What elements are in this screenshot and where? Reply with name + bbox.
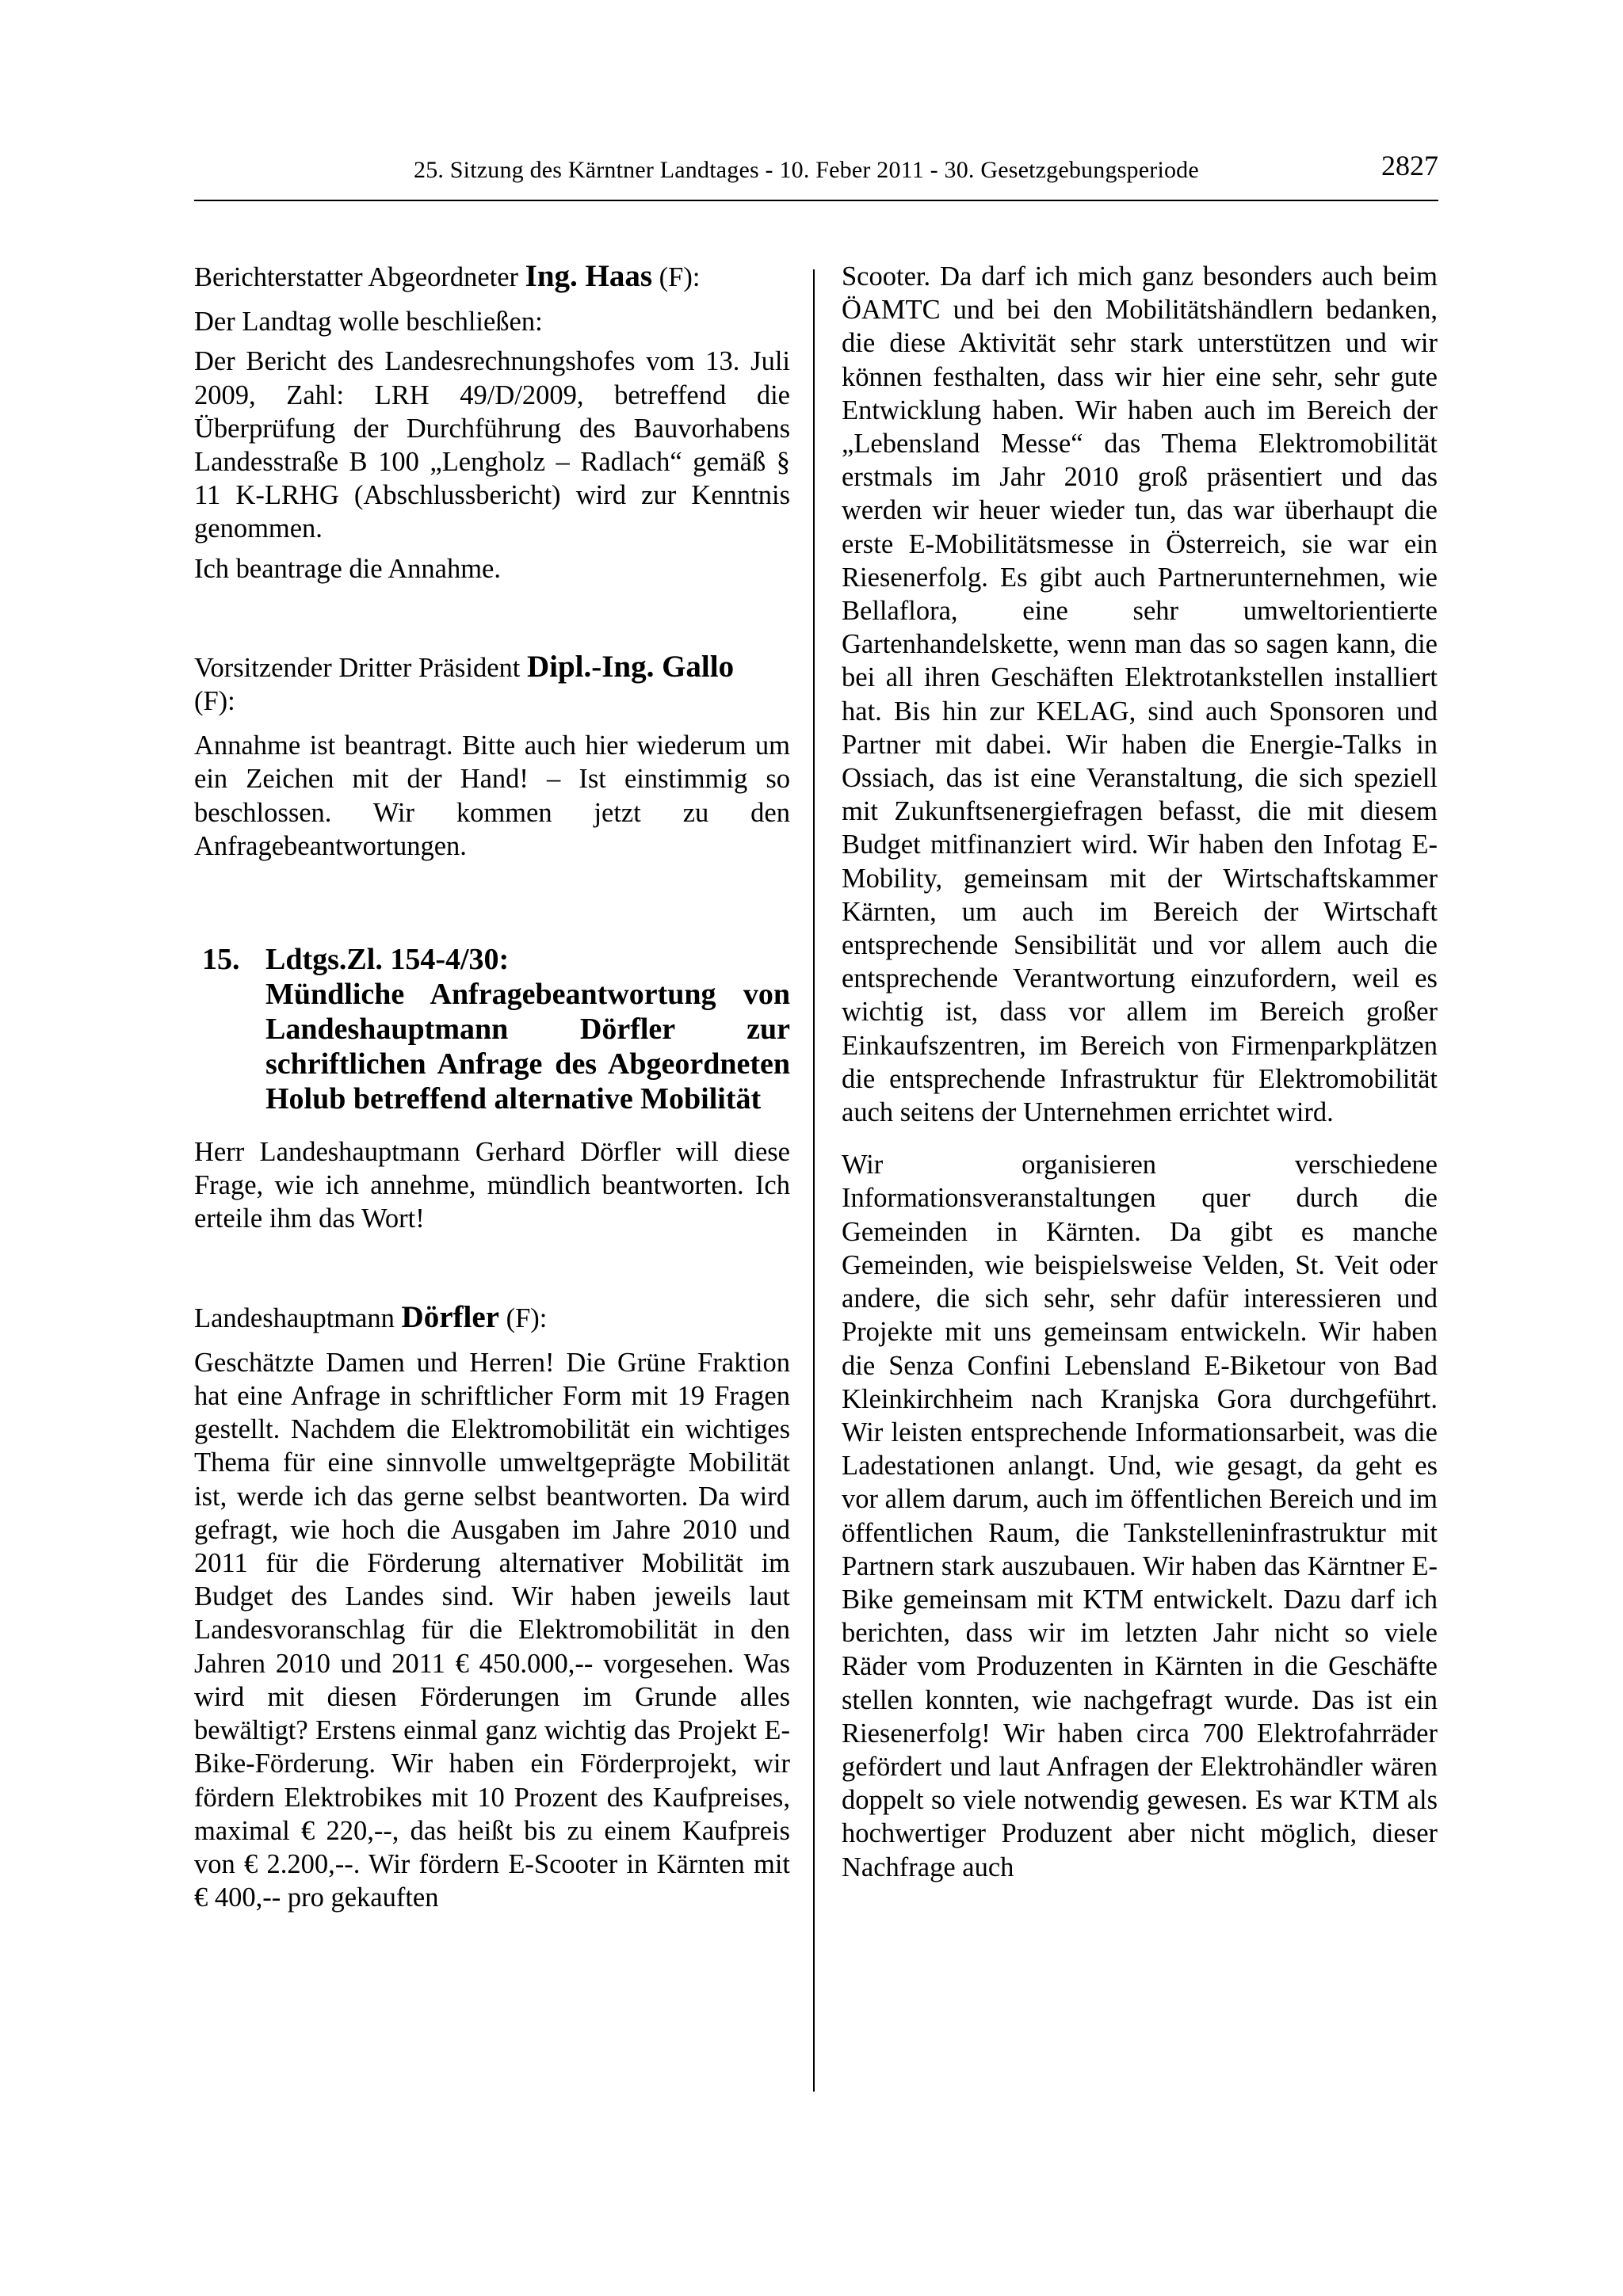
speaker-heading [194, 260, 790, 294]
right-column [842, 260, 1438, 1884]
page-number: 2827 [1381, 150, 1438, 181]
speaker-name: Dipl.-Ing. Gallo [526, 649, 735, 684]
paragraph: Scooter. Da darf ich mich ganz besonders auch beim ÖAMTC und bei den Mobilitätshändlern bedanken, die diese Aktivität sehr stark unterstützen und wir können festhalten, dass wir hier eine sehr, sehr gute Entwicklung haben. Wir haben auch im Bereich der „Lebensland Messe“ das Thema Elektromobilität erstmals im Jahr 2010 groß präsentiert und das werden wir heuer wieder tun, das war überhaupt die erste E-Mobilitätsmesse in Österreich, sie war ein Riesenerfolg. Es gibt auch Partnerunternehmen, wie Bellaflora, eine sehr umweltorientierte Gartenhandelskette, wenn man das so sagen kann, die bei all ihren Geschäften Elektrotankstellen installiert hat. Bis hin zur KELAG, sind auch Sponsoren und Partner mit dabei. Wir haben die Energie-Talks in Ossiach, das ist eine Veranstaltung, die sich speziell mit Zukunftsenergiefragen befasst, die mit diesem Budget mitfinanziert wird. Wir haben den Infotag E-Mobility, gemeinsam mit der Wirtschaftskammer Kärnten, um auch im Bereich der Wirtschaft entsprechende Sensibilität und vor allem auch die entsprechende Verantwortung einzufordern, weil es wichtig ist, dass vor allem im Bereich großer Einkaufszentren, im Bereich von Firmenparkplätzen die entsprechende Infrastruktur für Elektromobilität auch seitens der Unternehmen errichtet wird. [842, 261, 1438, 1128]
agenda-item-title: Mündliche Anfragebeantwortung von Landeshauptmann Dörfler zur schriftlichen Anfrage des Abgeordneten Holub betreffend alternative Mobilität [265, 978, 790, 1116]
speaker-name: Dörfler [401, 1299, 499, 1334]
speaker-role: Landeshauptmann [194, 1302, 402, 1333]
paragraph: Der Landtag wolle beschließen: [194, 307, 543, 338]
paragraph: Geschätzte Damen und Herren! Die Grüne Fraktion hat eine Anfrage in schriftlicher Form mit 19 Fragen gestellt. Nachdem die Elektromobilität ein wichtiges Thema für eine sinnvolle umweltgeprägte Mobilität ist, werde ich das gerne selbst beantworten. Da wird gefragt, wie hoch die Ausgaben im Jahre 2010 und 2011 für die Förderung alternativer Mobilität im Budget des Landes sind. Wir haben jeweils laut Landesvoranschlag für die Elektromobilität in den Jahren 2010 und 2011 € 450.000,-- vorgesehen. Was wird mit diesen Förderungen im Grunde alles bewältigt? Erstens einmal ganz wichtig das Projekt E-Bike-Förderung. Wir haben ein Förderprojekt, wir fördern Elektrobikes mit 10 Prozent des Kaufpreises, maximal € 220,--, das heißt bis zu einem Kaufpreis von € 2.200,--. Wir fördern E-Scooter in Kärnten mit € 400,-- pro gekauften [194, 1347, 790, 1913]
column-divider [813, 269, 815, 2092]
speaker-heading [194, 650, 790, 718]
paragraph: Herr Landeshauptmann Gerhard Dörfler will diese Frage, wie ich annehme, mündlich beantworten. Ich erteile ihm das Wort! [194, 1137, 790, 1234]
paragraph: Annahme ist beantragt. Bitte auch hier wiederum um ein Zeichen mit der Hand! – Ist einstimmig so beschlossen. Wir kommen jetzt zu den Anfragebeantwortungen. [194, 730, 790, 861]
speaker-name: Ing. Haas [525, 259, 653, 293]
speaker-party: (F): [652, 262, 701, 292]
agenda-item-number: 15. [202, 943, 240, 977]
speaker-heading [194, 1301, 790, 1335]
paragraph: Wir organisieren verschiedene Informationsveranstaltungen quer durch die Gemeinden in Kärnten. Da gibt es manche Gemeinden, wie beispielsweise Velden, St. Veit oder andere, die sich sehr, sehr dafür interessieren und Projekte mit uns gemeinsam entwickeln. Wir haben die Senza Confini Lebensland E-Biketour von Bad Kleinkirchheim nach Kranjska Gora durchgeführt. Wir leisten entsprechende Informationsarbeit, was die Ladestationen anlangt. Und, wie gesagt, da geht es vor allem darum, auch im öffentlichen Bereich und im öffentlichen Raum, die Tankstelleninfrastruktur mit Partnern stark auszubauen. Wir haben das Kärntner E-Bike gemeinsam mit KTM entwickelt. Dazu darf ich berichten, dass wir im letzten Jahr nicht so viele Räder vom Produzenten in Kärnten in die Geschäfte stellen konnten, wie nachgefragt wurde. Das ist ein Riesenerfolg! Wir haben circa 700 Elektrofahrräder gefördert und laut Anfragen der Elektrohändler wären doppelt so viele notwendig gewesen. Es war KTM als hochwertiger Produzent aber nicht möglich, dieser Nachfrage auch [842, 1150, 1438, 1882]
speaker-party: (F): [498, 1302, 548, 1333]
speaker-party: (F): [194, 686, 235, 717]
left-column [194, 260, 790, 1914]
agenda-item-reference: Ldtgs.Zl. 154-4/30: [265, 943, 510, 977]
running-title: 25. Sitzung des Kärntner Landtages - 10. Feber 2011 - 30. Gesetzgebungsperiode [414, 157, 1199, 183]
paragraph: Der Bericht des Landesrechnungshofes vom 13. Juli 2009, Zahl: LRH 49/D/2009, betreffend die Überprüfung der Durchführung des Bauvorhabens Landesstraße B 100 „Lengholz – Radlach“ gemäß § 11 K-LRHG (Abschlussbericht) wird zur Kenntnis genommen. [194, 346, 790, 544]
page-header [194, 152, 1438, 201]
agenda-item [194, 942, 790, 1116]
speaker-role: Berichterstatter Abgeordneter [194, 262, 525, 292]
paragraph: Ich beantrage die Annahme. [194, 553, 501, 584]
speaker-role: Vorsitzender Dritter Präsident [194, 652, 527, 683]
